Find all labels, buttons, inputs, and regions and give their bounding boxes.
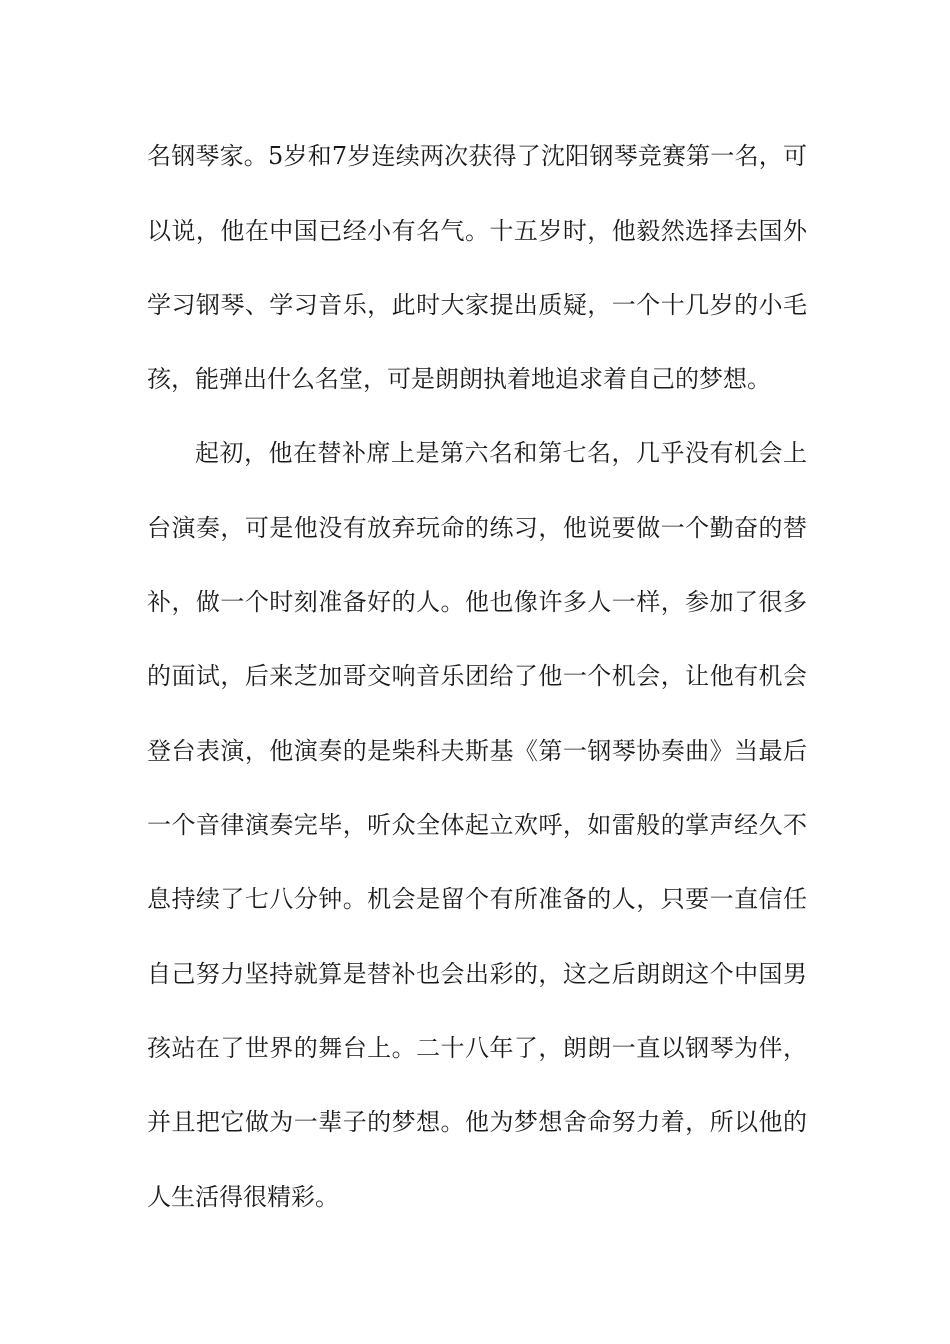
text-line: 以说，他在中国已经小有名气。十五岁时，他毅然选择去国外 bbox=[147, 217, 807, 245]
text-line: 自己努力坚持就算是替补也会出彩的，这之后朗朗这个中国男 bbox=[147, 960, 807, 988]
text-line: 名钢琴家。5岁和7岁连续两次获得了沈阳钢琴竞赛第一名，可 bbox=[147, 142, 807, 170]
text-line: 台演奏，可是他没有放弃玩命的练习，他说要做一个勤奋的替 bbox=[147, 514, 807, 542]
text-line: 登台表演，他演奏的是柴科夫斯基《第一钢琴协奏曲》当最后 bbox=[147, 737, 807, 765]
text-line: 息持续了七八分钟。机会是留个有所准备的人，只要一直信任 bbox=[147, 885, 807, 913]
text-line: 孩，能弹出什么名堂，可是朗朗执着地追求着自己的梦想。 bbox=[147, 365, 771, 393]
text-line: 孩站在了世界的舞台上。二十八年了，朗朗一直以钢琴为伴， bbox=[147, 1034, 807, 1062]
text-line: 并且把它做为一辈子的梦想。他为梦想舍命努力着，所以他的 bbox=[147, 1108, 807, 1136]
text-line: 的面试，后来芝加哥交响音乐团给了他一个机会，让他有机会 bbox=[147, 662, 807, 690]
paragraph-first-line: 起初，他在替补席上是第六名和第七名，几乎没有机会上 bbox=[195, 439, 807, 467]
text-line: 补，做一个时刻准备好的人。他也像许多人一样，参加了很多 bbox=[147, 588, 807, 616]
text-line: 人生活得很精彩。 bbox=[147, 1183, 339, 1211]
text-line: 学习钢琴、学习音乐，此时大家提出质疑，一个十几岁的小毛 bbox=[147, 291, 807, 319]
text-line: 一个音律演奏完毕，听众全体起立欢呼，如雷般的掌声经久不 bbox=[147, 811, 807, 839]
